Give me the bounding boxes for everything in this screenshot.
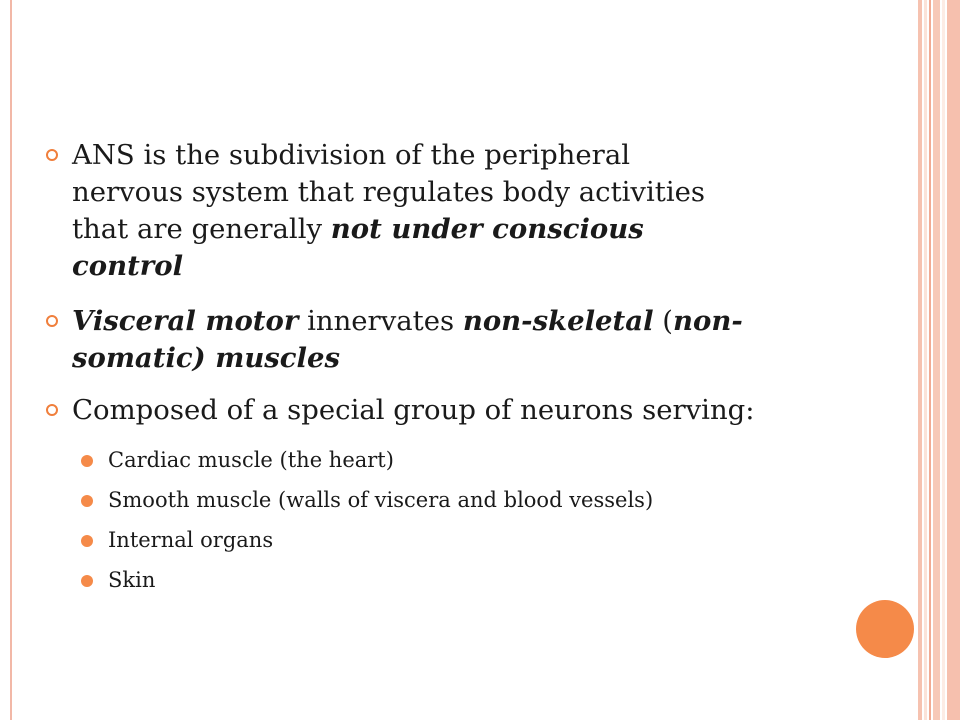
right-stripe	[947, 0, 960, 720]
right-stripe	[933, 0, 940, 720]
bullet-continuation	[72, 175, 705, 209]
sub-bullet-item	[108, 527, 273, 553]
bullet-text: nervous system that regulates body activities	[72, 176, 705, 208]
sub-bullet-text: Smooth muscle (walls of viscera and blood vessels)	[108, 488, 654, 512]
bullet-text: Composed of a special group of neurons serving:	[72, 394, 755, 426]
dot-bullet-icon	[81, 535, 93, 547]
ring-bullet-icon	[46, 315, 58, 327]
right-stripe	[924, 0, 927, 720]
sub-bullet-text: Internal organs	[108, 528, 274, 552]
right-stripe	[942, 0, 945, 720]
emphasis-text: non-	[673, 305, 743, 337]
right-stripe	[918, 0, 922, 720]
bullet-continuation	[72, 249, 183, 283]
bullet-text: that are generally	[72, 213, 331, 245]
emphasis-text: not under conscious	[330, 213, 644, 245]
dot-bullet-icon	[81, 575, 93, 587]
bullet-text: (	[653, 305, 673, 337]
bullet-ans-definition	[72, 138, 630, 172]
sub-bullet-item	[108, 487, 653, 513]
dot-bullet-icon	[81, 455, 93, 467]
emphasis-text: control	[72, 250, 184, 282]
sub-bullet-text: Cardiac muscle (the heart)	[108, 448, 394, 472]
ring-bullet-icon	[46, 404, 58, 416]
bullet-visceral-motor	[72, 304, 743, 338]
sub-bullet-item	[108, 567, 155, 593]
bullet-continuation	[72, 341, 340, 375]
emphasis-text: non-skeletal	[462, 305, 654, 337]
emphasis-text: Visceral motor	[72, 305, 299, 337]
slide-frame-line	[10, 0, 12, 720]
bullet-text: ANS is the subdivision of the peripheral	[72, 139, 631, 171]
right-stripe	[929, 0, 931, 720]
emphasis-text: somatic) muscles	[72, 342, 340, 374]
dot-bullet-icon	[81, 495, 93, 507]
sub-bullet-text: Skin	[108, 568, 156, 592]
ring-bullet-icon	[46, 149, 58, 161]
sub-bullet-item	[108, 447, 394, 473]
bullet-continuation	[72, 212, 644, 246]
decorative-circle	[856, 600, 914, 658]
bullet-composed-of	[72, 393, 755, 427]
bullet-text: innervates	[298, 305, 463, 337]
